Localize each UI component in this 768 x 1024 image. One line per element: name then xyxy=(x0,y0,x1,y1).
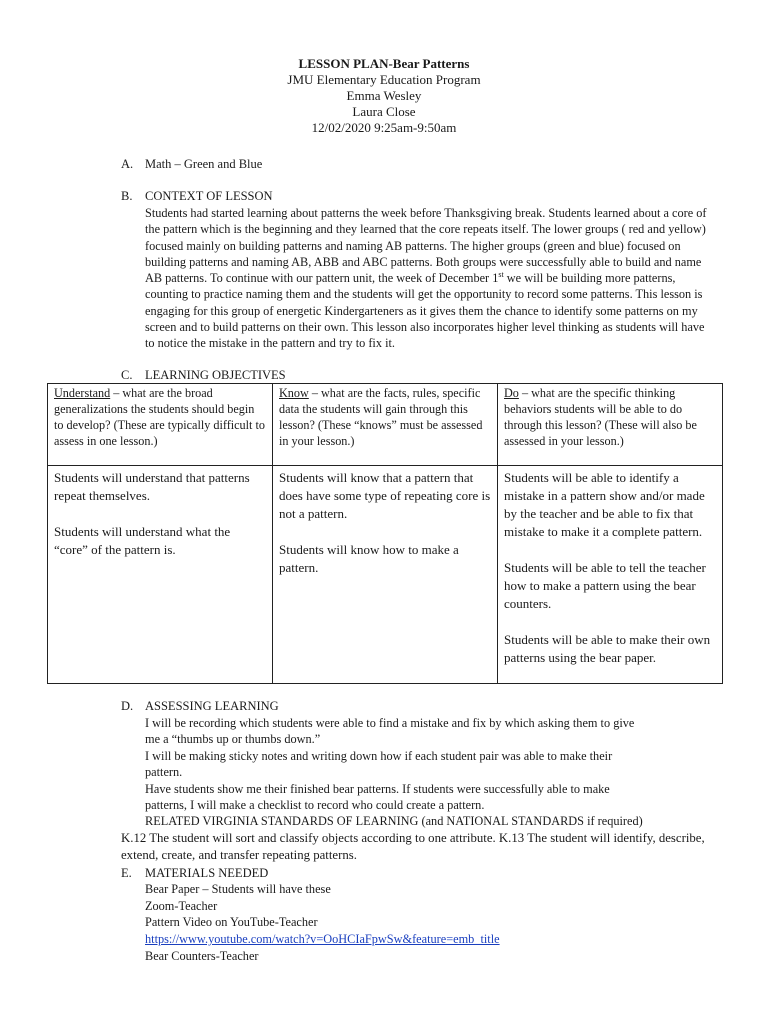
know-item: Students will know how to make a pattern. xyxy=(279,542,459,575)
understand-item: Students will understand that patterns repeat themselves. xyxy=(54,470,250,503)
understand-body-cell xyxy=(48,466,273,684)
materials-item: Zoom-Teacher xyxy=(145,899,218,913)
document-title: LESSON PLAN-Bear Patterns xyxy=(298,56,470,71)
program-name: JMU Elementary Education Program xyxy=(287,72,481,87)
section-b-marker: B. xyxy=(121,189,133,203)
context-text-part1: Students had started learning about patterns the week before Thanksgiving break. Students learned about a core of the pattern which is the beginning and they learned that the core repeats itself. The lower groups ( red and yellow) focused mainly on building patterns and naming AB patterns. The higher groups (green and blue) focused on building patterns and naming AB, ABB and ABC patterns. Both groups were successfully able to build and name AB patterns. To continue with our pattern unit, the week of December 1 xyxy=(145,206,707,286)
know-prompt: – what are the facts, rules, specific data the students will gain through this lesson? (These “knows” must be assessed in your lesson.) xyxy=(279,386,483,448)
author-name: Emma Wesley xyxy=(346,88,422,103)
section-a-marker: A. xyxy=(121,157,134,171)
do-keyword: Do xyxy=(504,386,519,400)
section-e-marker: E. xyxy=(121,866,132,880)
assessment-line: I will be making sticky notes and writing down how if each student pair was able to make their xyxy=(145,749,613,763)
understand-keyword: Understand xyxy=(54,386,111,400)
assessment-line: Have students show me their finished bear patterns. If students were successfully able to make xyxy=(145,782,610,796)
context-paragraph xyxy=(145,205,717,352)
objectives-body-row xyxy=(48,466,723,684)
section-e-heading xyxy=(121,865,721,881)
section-d-title: ASSESSING LEARNING xyxy=(145,699,279,713)
section-c-heading xyxy=(121,367,721,383)
do-prompt: – what are the specific thinking behaviors students will be able to do through this lesson? (These will also be assessed in your lesson.) xyxy=(504,386,697,448)
assessment-line: patterns, I will make a checklist to record who could create a pattern. xyxy=(145,798,485,812)
do-body-cell xyxy=(498,466,723,684)
understand-item: Students will understand what the “core” of the pattern is. xyxy=(54,524,231,557)
supervisor-name: Laura Close xyxy=(352,104,416,119)
standards-text: K.12 The student will sort and classify objects according to one attribute. K.13 The student will identify, describe, extend, create, and transfer repeating patterns. xyxy=(121,831,705,862)
section-d-marker: D. xyxy=(121,699,134,713)
know-keyword: Know xyxy=(279,386,309,400)
know-header-cell xyxy=(273,384,498,466)
section-a-text: Math – Green and Blue xyxy=(145,157,263,171)
lesson-datetime: 12/02/2020 9:25am-9:50am xyxy=(311,120,457,135)
understand-header-cell xyxy=(48,384,273,466)
context-superscript: st xyxy=(498,270,504,280)
section-d-heading xyxy=(121,698,721,714)
assessment-line: pattern. xyxy=(145,765,183,779)
materials-link-row xyxy=(145,931,735,947)
section-b-title: CONTEXT OF LESSON xyxy=(145,189,273,203)
materials-item: Bear Counters-Teacher xyxy=(145,949,259,963)
do-header-cell xyxy=(498,384,723,466)
document-header xyxy=(0,56,768,136)
section-a xyxy=(121,156,721,172)
materials-item: Pattern Video on YouTube-Teacher xyxy=(145,915,318,929)
youtube-video-link[interactable]: https://www.youtube.com/watch?v=OoHCIaFpwSw&feature=emb_title xyxy=(145,932,500,946)
standards-heading: RELATED VIRGINIA STANDARDS OF LEARNING (and NATIONAL STANDARDS if required) xyxy=(145,814,643,828)
section-c-marker: C. xyxy=(121,368,133,382)
do-item: Students will be able to make their own patterns using the bear paper. xyxy=(504,632,711,665)
section-b-heading xyxy=(121,188,721,204)
do-item: Students will be able to tell the teacher how to make a pattern using the bear counters. xyxy=(504,560,706,611)
know-body-cell xyxy=(273,466,498,684)
objectives-header-row xyxy=(48,384,723,466)
know-item: Students will know that a pattern that does have some type of repeating core is not a pattern. xyxy=(279,470,491,521)
assessment-line: I will be recording which students were able to find a mistake and fix by which asking them to give xyxy=(145,716,635,730)
context-text-part2: we will be building more patterns, counting to practice naming them and the students will get the opportunity to record some patterns. This lesson is engaging for this group of energetic Kindergarteners as it gives them the chance to identify some patterns on my screen and to build patterns on their own. This lesson also incorporates higher level thinking as students will have to notice the mistake in the pattern and try to fix it. xyxy=(145,271,705,351)
materials-item: Bear Paper – Students will have these xyxy=(145,882,331,896)
section-e-title: MATERIALS NEEDED xyxy=(145,866,269,880)
understand-prompt: – what are the broad generalizations the students should begin to develop? (These are typically difficult to assess in one lesson.) xyxy=(54,386,265,448)
assessment-line: me a “thumbs up or thumbs down.” xyxy=(145,732,321,746)
section-c-title: LEARNING OBJECTIVES xyxy=(145,368,286,382)
do-item: Students will be able to identify a mistake in a pattern show and/or made by the teacher and be able to fix that mistake to make it a complete pattern. xyxy=(504,470,705,539)
learning-objectives-table xyxy=(47,383,723,684)
